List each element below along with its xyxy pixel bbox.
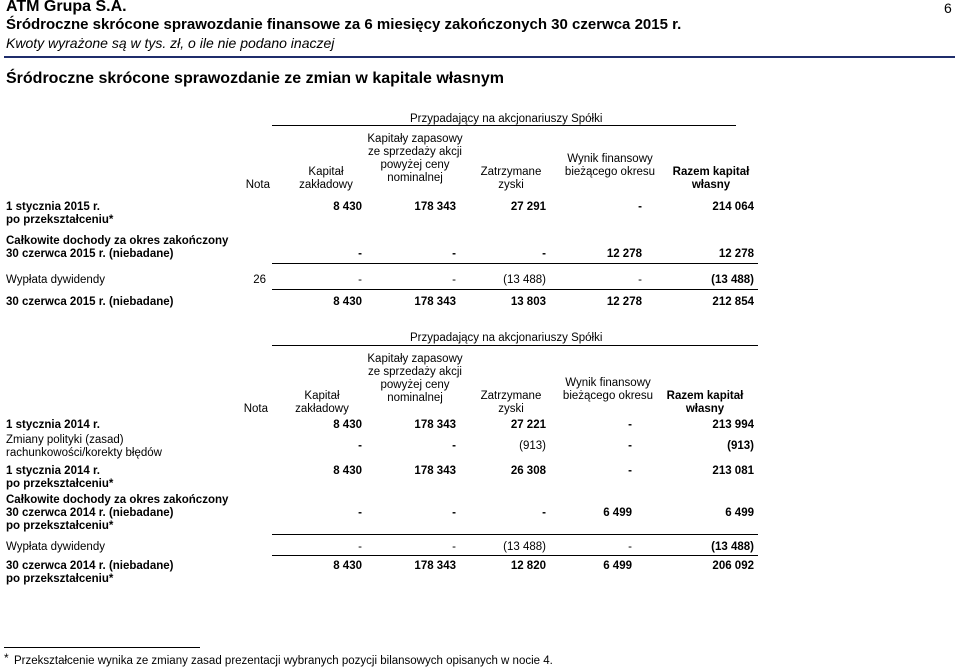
cell-kapital: - [358, 440, 362, 452]
cell-wynik: - [628, 440, 632, 452]
col-header-razem: Razem kapitał własny [672, 166, 750, 191]
cell-kapital: 8 430 [333, 201, 362, 213]
col-header-wynik: Wynik finansowy bieżącego okresu [562, 377, 654, 402]
col-header-zatrzymane: Zatrzymane zyski [480, 166, 542, 191]
footnote-divider [4, 647, 200, 648]
cell-wynik: - [638, 201, 642, 213]
cell-wynik: 6 499 [603, 560, 632, 572]
cell-razem: 6 499 [725, 507, 754, 519]
cell-zapas: 178 343 [414, 201, 456, 213]
page-number: 6 [944, 0, 952, 16]
cell-zatrz: 27 221 [510, 419, 546, 431]
group-header-underline [272, 345, 758, 346]
section-title: Śródroczne skrócone sprawozdanie ze zmian w kapitale własnym [6, 70, 504, 87]
row-divider [272, 263, 758, 264]
cell-zatrz: 12 820 [510, 560, 546, 572]
cell-kapital: - [358, 541, 362, 553]
cell-zapas: - [452, 274, 456, 286]
col-header-nota: Nota [243, 403, 268, 415]
cell-zatrz: - [542, 507, 546, 519]
cell-kapital: - [358, 507, 362, 519]
col-header-kap-zapasowy: Kapitały zapasowy ze sprzedaży akcji powyżej ceny nominalnej [367, 133, 463, 184]
cell-razem: (13 488) [711, 541, 754, 553]
group-header: Przypadający na akcjonariuszy Spółki [410, 113, 603, 125]
row-label: Zmiany polityki (zasad) [6, 434, 124, 446]
cell-zatrz: (13 488) [503, 274, 546, 286]
row-label-sub: 30 czerwca 2014 r. (niebadane) [6, 507, 174, 519]
cell-wynik: 6 499 [603, 507, 632, 519]
cell-zapas: - [452, 541, 456, 553]
col-header-wynik: Wynik finansowy bieżącego okresu [564, 153, 656, 178]
col-header-razem: Razem kapitał własny [666, 390, 744, 415]
row-divider [272, 289, 758, 290]
cell-zatrz: 26 308 [510, 465, 546, 477]
cell-zatrz: (13 488) [503, 541, 546, 553]
col-header-kapital: Kapitał zakładowy [295, 390, 349, 415]
cell-kapital: - [358, 274, 362, 286]
cell-zatrz: (913) [519, 440, 546, 452]
cell-zatrz: - [542, 248, 546, 260]
row-label-sub: po przekształceniu* [6, 520, 114, 532]
cell-nota: 26 [253, 274, 266, 286]
cell-wynik: - [628, 419, 632, 431]
cell-wynik: - [628, 541, 632, 553]
cell-razem: 213 994 [712, 419, 754, 431]
cell-zapas: - [452, 507, 456, 519]
cell-kapital: 8 430 [333, 560, 362, 572]
cell-razem: (13 488) [711, 274, 754, 286]
cell-razem: 212 854 [712, 296, 754, 308]
row-label: Całkowite dochody za okres zakończony [6, 235, 229, 247]
cell-wynik: 12 278 [606, 296, 642, 308]
cell-kapital: 8 430 [333, 296, 362, 308]
header-divider [4, 56, 955, 58]
col-header-kap-zapasowy: Kapitały zapasowy ze sprzedaży akcji powyżej ceny nominalnej [367, 353, 463, 404]
row-label: 1 stycznia 2014 r. [6, 419, 100, 431]
row-divider [272, 534, 758, 535]
cell-wynik: 12 278 [606, 248, 642, 260]
cell-zapas: 178 343 [414, 419, 456, 431]
cell-zapas: 178 343 [414, 465, 456, 477]
footnote-mark: * [4, 651, 9, 665]
group-header-underline [272, 125, 736, 126]
row-label: 30 czerwca 2014 r. (niebadane) [6, 560, 174, 572]
row-label-sub: 30 czerwca 2015 r. (niebadane) [6, 248, 174, 260]
row-label-sub: po przekształceniu* [6, 573, 114, 585]
col-header-kapital: Kapitał zakładowy [299, 166, 353, 191]
cell-kapital: - [358, 248, 362, 260]
cell-kapital: 8 430 [333, 465, 362, 477]
cell-wynik: - [628, 465, 632, 477]
row-label: Całkowite dochody za okres zakończony [6, 494, 229, 506]
row-label: 30 czerwca 2015 r. (niebadane) [6, 296, 174, 308]
cell-zatrz: 27 291 [510, 201, 546, 213]
cell-razem: 214 064 [712, 201, 754, 213]
col-header-zatrzymane: Zatrzymane zyski [480, 390, 542, 415]
row-label: Wypłata dywidendy [6, 541, 105, 553]
cell-zapas: 178 343 [414, 560, 456, 572]
row-label-sub: po przekształceniu* [6, 478, 114, 490]
row-label: 1 stycznia 2014 r. [6, 465, 100, 477]
row-label-sub: po przekształceniu* [6, 214, 114, 226]
cell-zatrz: 13 803 [510, 296, 546, 308]
footnote-text: Przekształcenie wynika ze zmiany zasad prezentacji wybranych pozycji bilansowych opisanych w nocie 4. [14, 655, 553, 667]
cell-razem: 206 092 [712, 560, 754, 572]
cell-razem: (913) [727, 440, 754, 452]
group-header: Przypadający na akcjonariuszy Spółki [410, 332, 603, 344]
row-divider [272, 555, 758, 556]
cell-zapas: - [452, 440, 456, 452]
cell-kapital: 8 430 [333, 419, 362, 431]
row-label: 1 stycznia 2015 r. [6, 201, 100, 213]
cell-razem: 213 081 [712, 465, 754, 477]
row-label: Wypłata dywidendy [6, 274, 105, 286]
cell-zapas: 178 343 [414, 296, 456, 308]
units-note: Kwoty wyrażone są w tys. zł, o ile nie podano inaczej [6, 35, 335, 51]
cell-wynik: - [638, 274, 642, 286]
cell-zapas: - [452, 248, 456, 260]
cell-razem: 12 278 [718, 248, 754, 260]
report-title: Śródroczne skrócone sprawozdanie finansowe za 6 miesięcy zakończonych 30 czerwca 2015 r. [6, 16, 682, 33]
col-header-nota: Nota [245, 179, 270, 191]
row-label-sub: rachunkowości/korekty błędów [6, 447, 162, 459]
company-name: ATM Grupa S.A. [6, 0, 127, 15]
